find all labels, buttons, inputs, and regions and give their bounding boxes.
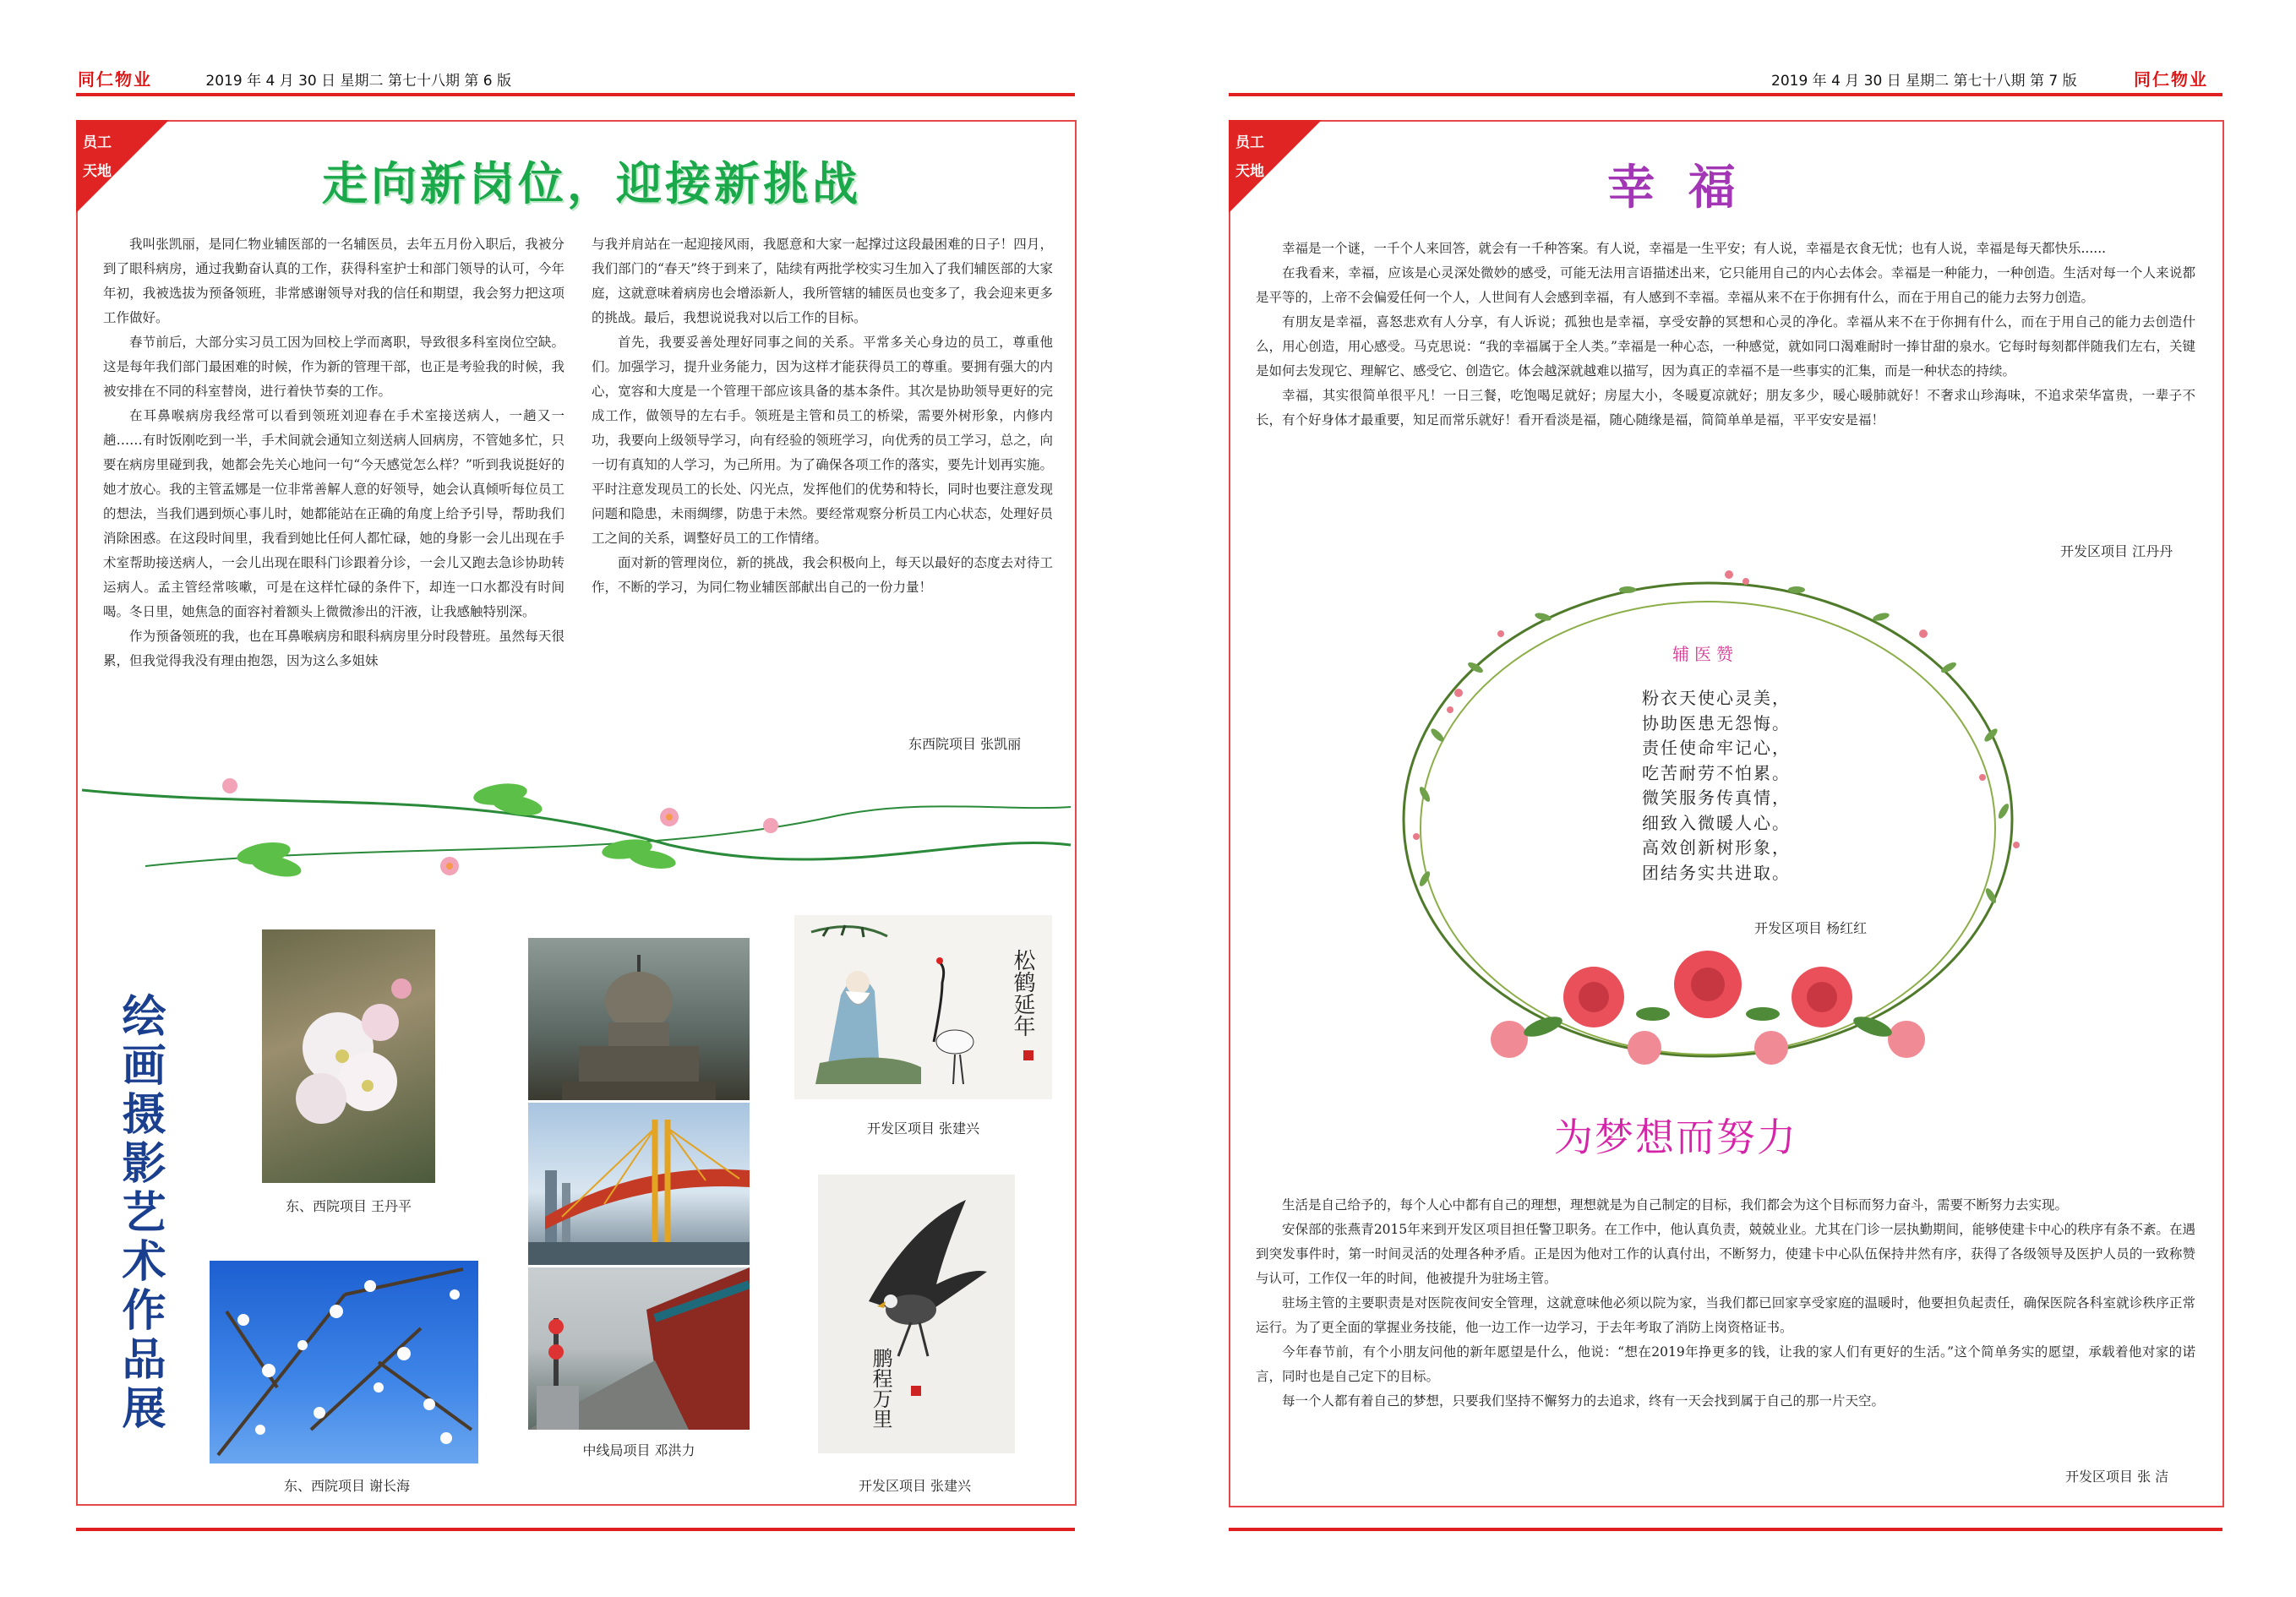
gallery-title: 绘画摄影艺术作品展: [114, 993, 165, 1434]
poem-line: 吃苦耐劳不怕累。: [1642, 762, 1791, 783]
paragraph: 在我看来，幸福，应该是心灵深处微妙的感受，可能无法用言语描述出来，它只能用自己的内心去体会。幸福是一种能力，一种创造。生活对每一个人来说都是平等的，上帝不会偏爱任何一个人，人世间有人会感到幸福，有人感到不幸福。幸福从来不在于你拥有什么，而在于用自己的能力去努力创造。: [1256, 265, 2195, 305]
header-rule: [76, 93, 1075, 96]
paragraph: 首先，我要妥善处理好同事之间的关系。平常多关心身边的员工，尊重他们。加强学习，提升业务能力，因为这样才能获得员工的尊重。要拥有强大的内心，宽容和大度是一个管理干部应该具备的基本条件。其次是协助领导更好的完成工作，做领导的左右手。领班是主管和员工的桥梁，需要外树形象，内修内功，我要向上级领导学习，向有经验的领班学习，向优秀的员工学习，总之，向一切有真知的人学习，为己所用。为了确保各项工作的落实，要先计划再实施。平时注意发现员工的长处、闪光点，发挥他们的优势和特长，同时也要注意发现问题和隐患，未雨绸缪，防患于未然。要经常观察分析员工内心状态，处理好员工之间的关系，调整好员工的工作情绪。: [592, 335, 1053, 546]
crane-painting: [794, 915, 1052, 1099]
blossom-photo: [210, 1261, 478, 1463]
right-header: [1771, 66, 2208, 93]
poem-title: 辅医赞: [1672, 644, 1738, 664]
paragraph: 今年春节前，有个小朋友问他的新年愿望是什么，他说：“想在2019年挣更多的钱，让我的家人们有更好的生活。”这个简单务实的愿望，承载着他对家的诺言，同时也是自己定下的目标。: [1256, 1344, 2195, 1384]
poem-line: 协助医患无怨悔。: [1642, 712, 1791, 733]
article-title: 走向新岗位，迎接新挑战: [322, 157, 861, 210]
brand-logo: 同仁物业: [78, 69, 152, 90]
corner-tag-label: [1235, 128, 1264, 186]
paragraph: 有朋友是幸福，喜怒悲欢有人分享，有人诉说；孤独也是幸福，享受安静的冥想和心灵的净化。幸福从来不在于你拥有什么，而在于用自己的能力去创造什么，用心创造，用心感受。马克思说：“我的幸福属于全人类。”幸福是一种心态，一种感觉，就如同口渴难耐时一捧甘甜的泉水。它每时每刻都伴随我们左右，关键是如何去发现它、理解它、感受它、创造它。体会越深就越难以描写，因为真正的幸福不是一些事实的汇集，而是一种状态的持续。: [1256, 314, 2195, 379]
corner-tag-label: [83, 128, 112, 186]
poem-line: 细致入微暖人心。: [1642, 812, 1791, 833]
poem-line: 高效创新树形象，: [1642, 837, 1791, 858]
paragraph: 生活是自己给予的，每个人心中都有自己的理想，理想就是为自己制定的目标，我们都会为这个目标而努力奋斗，需要不断努力去实现。: [1282, 1197, 2069, 1213]
brand-logo: 同仁物业: [2133, 69, 2208, 90]
corner-tag-line1: 员工: [83, 134, 112, 151]
paragraph: 幸福，其实很简单很平凡！一日三餐，吃饱喝足就好；房屋大小，冬暖夏凉就好；朋友多少，暖心暖肺就好！不奢求山珍海味，不追求荣华富贵，一辈子不长，有个好身体才最重要，知足而常乐就好！看开看淡是福，随心随缘是福，简简单单是福，平平安安是福！: [1256, 388, 2195, 428]
eagle-painting-caption: 开发区项目 张建兴: [858, 1478, 972, 1494]
poem-line: 微笑服务传真情，: [1642, 788, 1791, 808]
header-date-issue: 2019 年 4 月 30 日 星期二 第七十八期 第 7 版: [1771, 73, 2077, 90]
left-header: [78, 66, 511, 93]
paragraph: 每一个人都有着自己的梦想，只要我们坚持不懈努力的去追求，终有一天会找到属于自己的那一片天空。: [1282, 1393, 1885, 1409]
corridor-photo: [528, 1267, 750, 1430]
happiness-signature: 开发区项目 江丹丹: [2060, 543, 2173, 559]
article-column-2: [592, 232, 1053, 600]
corner-tag-line1: 员工: [1235, 134, 1264, 151]
paragraph: 面对新的管理岗位，新的挑战，我会积极向上，每天以最好的态度去对待工作，不断的学习，为同仁物业辅医部献出自己的一份力量！: [592, 555, 1053, 595]
flower-photo-caption: 东、西院项目 王丹平: [285, 1198, 412, 1214]
paragraph: 与我并肩站在一起迎接风雨，我愿意和大家一起撑过这段最困难的日子！四月，我们部门的“春天”终于到来了，陆续有两批学校实习生加入了我们辅医部的大家庭，这就意味着病房也会增添新人，我所管辖的辅医员也变多了，我会迎来更多的挑战。最后，我想说说我对以后工作的目标。: [592, 237, 1053, 325]
paragraph: 驻场主管的主要职责是对医院夜间安全管理，这就意味他必须以院为家，当我们都已回家享受家庭的温暖时，他要担负起责任，确保医院各科室就诊秩序正常运行。为了更全面的掌握业务技能，他一边工作一边学习，于去年考取了消防上岗资格证书。: [1256, 1295, 2195, 1335]
footer-rule: [76, 1528, 1075, 1531]
paragraph: 春节前后，大部分实习员工因为回校上学而离职，导致很多科室岗位空缺。这是每年我们部门最困难的时候，作为新的管理干部，也正是考验我的时候，我被安排在不同的科室替岗，进行着快节奏的工作。: [103, 335, 564, 399]
mid-photos-caption: 中线局项目 邓洪力: [582, 1442, 695, 1458]
article-signature: 东西院项目 张凯丽: [908, 736, 1022, 752]
paragraph: 安保部的张燕青2015年来到开发区项目担任警卫职务。在工作中，他认真负责，兢兢业业。尤其在门诊一层执勤期间，能够使建卡中心的秩序有条不紊。在遇到突发事件时，第一时间灵活的处理各种矛盾。正是因为他对工作的认真付出，不断努力，使建卡中心队伍保持井然有序，获得了各级领导及医护人员的一致称赞与认可，工作仅一年的时间，他被提升为驻场主管。: [1256, 1222, 2195, 1286]
header-date-issue: 2019 年 4 月 30 日 星期二 第七十八期 第 6 版: [205, 73, 511, 90]
poem-line: 粉衣天使心灵美，: [1642, 688, 1791, 708]
vine-divider-decoration: [78, 765, 1075, 891]
paragraph: 我叫张凯丽，是同仁物业辅医部的一名辅医员，去年五月份入职后，我被分到了眼科病房，通过我勤奋认真的工作，获得科室护士和部门领导的认可，今年年初，我被选拔为预备领班，非常感谢领导对我的信任和期望，我会努力把这项工作做好。: [103, 237, 564, 325]
corner-tag-line2: 天地: [1235, 163, 1264, 180]
crane-painting-caption: 开发区项目 张建兴: [866, 1120, 980, 1136]
header-rule: [1229, 93, 2222, 96]
dream-article: [1256, 1193, 2195, 1414]
painting-inscription: 鹏程万里: [869, 1348, 892, 1429]
paragraph: 作为预备领班的我，也在耳鼻喉病房和眼科病房里分时段替班。虽然每天很累，但我觉得我没有理由抱怨，因为这么多姐妹: [103, 629, 564, 668]
seal-stamp: [1023, 1050, 1033, 1060]
dream-signature: 开发区项目 张 洁: [2065, 1469, 2169, 1485]
paragraph: 在耳鼻喉病房我经常可以看到领班刘迎春在手术室接送病人，一趟又一趟……有时饭刚吃到一半，手术间就会通知立刻送病人回病房，不管她多忙，只要在病房里碰到我，她都会先关心地问一句“今天感觉怎么样？”听到我说挺好的她才放心。我的主管孟娜是一位非常善解人意的好领导，她会认真倾听每位员工的想法，当我们遇到烦心事儿时，她都能站在正确的角度上给予引导，帮助我们消除困惑。在这段时间里，我看到她比任何人都忙碌，她的身影一会儿出现在手术室帮助接送病人，一会儿出现在眼科门诊跟着分诊，一会儿又跑去急诊协助转运病人。孟主管经常咳嗽，可是在这样忙碌的条件下，却连一口水都没有时间喝。冬日里，她焦急的面容衬着额头上微微渗出的汗液，让我感触特别深。: [103, 408, 564, 619]
bridge-photo: [528, 1103, 750, 1265]
poem-line: 责任使命牢记心，: [1642, 738, 1791, 758]
dream-title: 为梦想而努力: [1554, 1115, 1797, 1160]
eagle-painting: [818, 1175, 1015, 1453]
paragraph: 幸福是一个谜，一千个人来回答，就会有一千种答案。有人说，幸福是一生平安；有人说，幸福是衣食无忧；也有人说，幸福是每天都快乐......: [1282, 241, 2107, 256]
pagoda-photo: [528, 938, 750, 1100]
poem-body: [1642, 686, 1895, 886]
corner-tag-line2: 天地: [83, 163, 112, 180]
article-column-1: [103, 232, 564, 673]
footer-rule: [1229, 1528, 2222, 1531]
happiness-article: [1256, 237, 2195, 433]
happiness-title: 幸 福: [1607, 161, 1744, 215]
poem-line: 团结务实共进取。: [1642, 862, 1791, 883]
poem-signature: 开发区项目 杨红红: [1754, 920, 1868, 936]
right-page: [1148, 0, 2296, 1597]
painting-inscription: 松鹤延年: [1010, 949, 1035, 1037]
blossom-photo-caption: 东、西院项目 谢长海: [283, 1478, 411, 1494]
flower-photo: [262, 929, 435, 1183]
seal-stamp: [911, 1386, 921, 1396]
